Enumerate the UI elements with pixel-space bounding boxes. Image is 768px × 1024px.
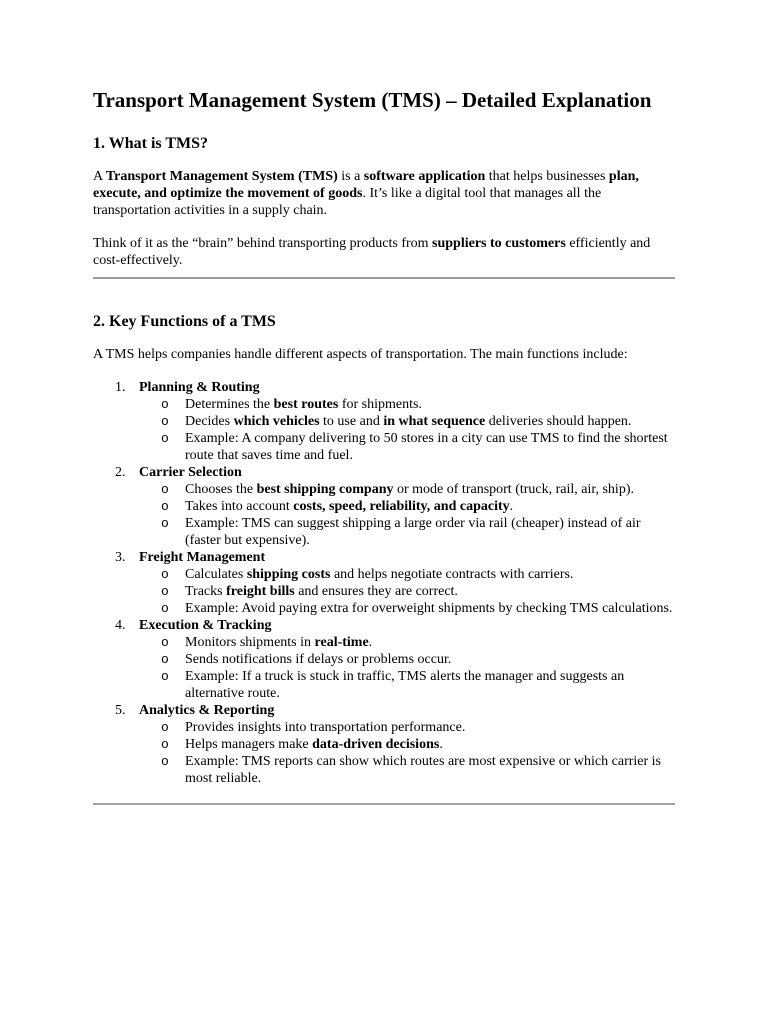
sub-list-item: o Example: TMS can suggest shipping a large order via rail (cheaper) instead of air (faster but expensive). bbox=[161, 516, 641, 548]
bullet-icon: o bbox=[161, 737, 169, 752]
what-paragraph-1: A Transport Management System (TMS) is a software application that helps businesses plan, execute, and optimize the movement of goods. It’s like a digital tool that manages all the transportation activities in a supply chain. bbox=[93, 169, 639, 218]
bullet-icon: o bbox=[161, 652, 169, 667]
bullet-icon: o bbox=[161, 431, 169, 446]
item-title: Planning & Routing bbox=[139, 380, 260, 395]
bullet-icon: o bbox=[161, 754, 169, 769]
sub-list-item: o Tracks freight bills and ensures they are correct. bbox=[161, 584, 458, 599]
functions-intro: A TMS helps companies handle different aspects of transportation. The main functions include: bbox=[93, 347, 628, 362]
sub-list-item: o Decides which vehicles to use and in what sequence deliveries should happen. bbox=[161, 414, 632, 429]
bullet-icon: o bbox=[161, 567, 169, 582]
item-number: 4. bbox=[115, 618, 126, 633]
sub-list-item: o Monitors shipments in real-time. bbox=[161, 635, 373, 650]
list-item bbox=[93, 702, 675, 787]
item-title: Execution & Tracking bbox=[139, 618, 272, 633]
sub-list-item: o Takes into account costs, speed, reliability, and capacity. bbox=[161, 499, 514, 514]
sub-list-item: o Chooses the best shipping company or mode of transport (truck, rail, air, ship). bbox=[161, 482, 634, 497]
sub-list-item: o Example: A company delivering to 50 stores in a city can use TMS to find the shortest route that saves time and fuel. bbox=[161, 431, 668, 463]
sub-list-item: o Example: If a truck is stuck in traffic, TMS alerts the manager and suggests an alternative route. bbox=[161, 669, 625, 701]
sub-list-item: o Determines the best routes for shipments. bbox=[161, 397, 422, 412]
section-heading-key-functions: 2. Key Functions of a TMS bbox=[93, 313, 276, 330]
item-number: 2. bbox=[115, 465, 126, 480]
section-heading-what-is-tms: 1. What is TMS? bbox=[93, 135, 208, 152]
document-title: Transport Management System (TMS) – Detailed Explanation bbox=[93, 88, 652, 112]
sub-list bbox=[139, 719, 675, 787]
bullet-icon: o bbox=[161, 516, 169, 531]
sub-list bbox=[139, 396, 675, 464]
bullet-icon: o bbox=[161, 482, 169, 497]
bullet-icon: o bbox=[161, 414, 169, 429]
section-divider bbox=[93, 803, 675, 805]
sub-list-item: o Example: Avoid paying extra for overweight shipments by checking TMS calculations. bbox=[161, 601, 673, 616]
sub-list-item: o Example: TMS reports can show which routes are most expensive or which carrier is most reliable. bbox=[161, 754, 661, 786]
bullet-icon: o bbox=[161, 397, 169, 412]
item-title: Carrier Selection bbox=[139, 465, 242, 480]
item-number: 1. bbox=[115, 380, 126, 395]
list-item bbox=[93, 464, 675, 549]
functions-list bbox=[93, 379, 675, 787]
bullet-icon: o bbox=[161, 601, 169, 616]
item-number: 5. bbox=[115, 703, 126, 718]
sub-list bbox=[139, 566, 675, 617]
document-page bbox=[93, 88, 675, 805]
list-item bbox=[93, 617, 675, 702]
item-number: 3. bbox=[115, 550, 126, 565]
sub-list-item: o Sends notifications if delays or problems occur. bbox=[161, 652, 452, 667]
bullet-icon: o bbox=[161, 720, 169, 735]
item-title: Analytics & Reporting bbox=[139, 703, 275, 718]
item-title: Freight Management bbox=[139, 550, 266, 565]
bullet-icon: o bbox=[161, 499, 169, 514]
what-paragraph-2: Think of it as the “brain” behind transporting products from suppliers to customers efficiently and cost-effectively. bbox=[93, 236, 651, 268]
bullet-icon: o bbox=[161, 635, 169, 650]
sub-list bbox=[139, 481, 675, 549]
sub-list bbox=[139, 634, 675, 702]
list-item bbox=[93, 549, 675, 617]
list-item bbox=[93, 379, 675, 464]
bullet-icon: o bbox=[161, 669, 169, 684]
sub-list-item: o Calculates shipping costs and helps negotiate contracts with carriers. bbox=[161, 567, 574, 582]
sub-list-item: o Helps managers make data-driven decisions. bbox=[161, 737, 443, 752]
bullet-icon: o bbox=[161, 584, 169, 599]
sub-list-item: o Provides insights into transportation performance. bbox=[161, 720, 466, 735]
